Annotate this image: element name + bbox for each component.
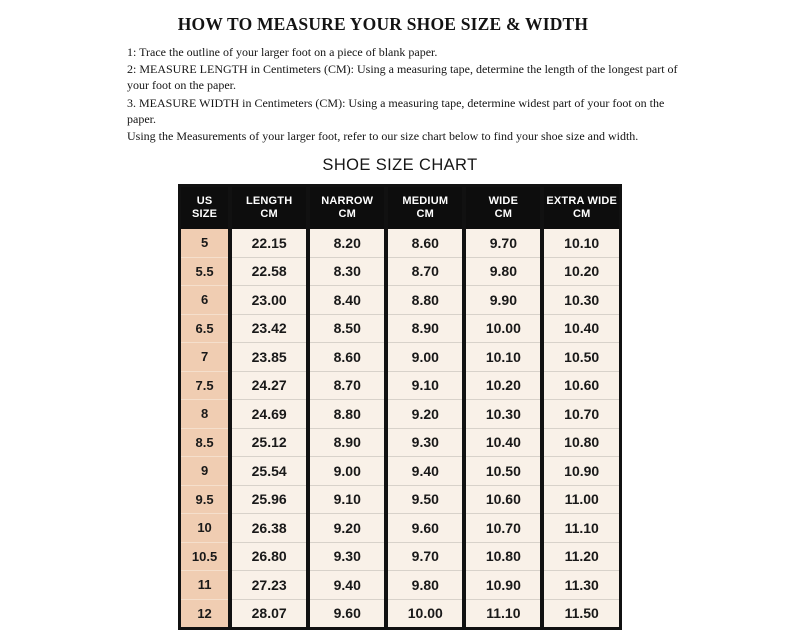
measurement-cell: 23.00	[230, 286, 308, 315]
measurement-cell: 24.27	[230, 371, 308, 400]
measurement-cell: 23.85	[230, 343, 308, 372]
size-chart-table-wrap	[178, 184, 622, 630]
measurement-cell: 10.90	[464, 571, 542, 600]
measurement-cell: 10.50	[464, 457, 542, 486]
instruction-step-2: 2: MEASURE LENGTH in Centimeters (CM): Using a measuring tape, determine the length of the longest part of your foot on the paper.	[127, 62, 678, 93]
measurement-cell: 8.90	[386, 314, 464, 343]
measurement-cell: 8.90	[308, 428, 386, 457]
column-header-label: MEDIUM	[402, 195, 449, 208]
size-row-9.5	[180, 485, 621, 514]
measurement-cell: 26.38	[230, 514, 308, 543]
column-header-label: US	[196, 195, 213, 208]
size-row-6.5	[180, 314, 621, 343]
measurement-cell: 10.20	[464, 371, 542, 400]
measurement-cell: 25.54	[230, 457, 308, 486]
measurement-cell: 8.50	[308, 314, 386, 343]
us-size-cell: 6	[180, 286, 231, 315]
measurement-cell: 10.30	[464, 400, 542, 429]
measurement-cell: 22.15	[230, 229, 308, 257]
column-header-length-cm	[230, 186, 308, 230]
measurement-cell: 10.40	[464, 428, 542, 457]
size-chart-table	[178, 184, 622, 630]
size-row-5.5	[180, 257, 621, 286]
column-header-label: LENGTH	[245, 195, 293, 208]
measurement-cell: 8.60	[386, 229, 464, 257]
measurement-cell: 10.00	[386, 599, 464, 629]
document-page	[0, 14, 800, 622]
us-size-cell: 10	[180, 514, 231, 543]
us-size-cell: 8	[180, 400, 231, 429]
us-size-cell: 11	[180, 571, 231, 600]
table-body	[180, 229, 621, 629]
measurement-cell: 10.60	[542, 371, 620, 400]
measurement-cell: 11.30	[542, 571, 620, 600]
column-header-wide-cm	[464, 186, 542, 230]
size-row-11	[180, 571, 621, 600]
measurement-cell: 25.12	[230, 428, 308, 457]
measurement-cell: 8.40	[308, 286, 386, 315]
measurement-cell: 25.96	[230, 485, 308, 514]
measurement-cell: 8.80	[386, 286, 464, 315]
measurement-cell: 22.58	[230, 257, 308, 286]
measurement-cell: 8.60	[308, 343, 386, 372]
instructions-block	[127, 44, 687, 144]
measurement-cell: 9.30	[308, 542, 386, 571]
measurement-cell: 10.20	[542, 257, 620, 286]
instruction-step-1: 1: Trace the outline of your larger foot on a piece of blank paper.	[127, 45, 438, 59]
column-header-extra-wide-cm	[542, 186, 620, 230]
measurement-cell: 9.80	[386, 571, 464, 600]
measurement-cell: 8.80	[308, 400, 386, 429]
measurement-cell: 9.20	[386, 400, 464, 429]
size-row-6	[180, 286, 621, 315]
measurement-cell: 11.00	[542, 485, 620, 514]
measurement-cell: 9.80	[464, 257, 542, 286]
column-header-label: NARROW	[321, 195, 374, 208]
us-size-cell: 8.5	[180, 428, 231, 457]
measurement-cell: 10.10	[464, 343, 542, 372]
measurement-cell: 10.90	[542, 457, 620, 486]
measurement-cell: 10.80	[464, 542, 542, 571]
column-header-unit: CM	[572, 208, 591, 221]
size-row-5	[180, 229, 621, 257]
measurement-cell: 9.30	[386, 428, 464, 457]
us-size-cell: 9.5	[180, 485, 231, 514]
measurement-cell: 27.23	[230, 571, 308, 600]
instruction-summary: Using the Measurements of your larger foot, refer to our size chart below to find your shoe size and width.	[127, 129, 639, 144]
column-header-label: WIDE	[488, 195, 519, 208]
measurement-cell: 10.30	[542, 286, 620, 315]
measurement-cell: 9.70	[386, 542, 464, 571]
measurement-cell: 10.50	[542, 343, 620, 372]
instruction-step-3: 3. MEASURE WIDTH in Centimeters (CM): Using a measuring tape, determine widest part of your foot on the paper.	[127, 95, 665, 126]
us-size-cell: 6.5	[180, 314, 231, 343]
column-header-unit: CM	[260, 208, 278, 221]
column-header-unit: SIZE	[191, 208, 218, 221]
column-header-unit: CM	[416, 208, 435, 221]
measurement-cell: 9.20	[308, 514, 386, 543]
measurement-cell: 11.10	[542, 514, 620, 543]
measurement-cell: 9.70	[464, 229, 542, 257]
measurement-cell: 9.60	[386, 514, 464, 543]
measurement-cell: 28.07	[230, 599, 308, 629]
measurement-cell: 11.20	[542, 542, 620, 571]
column-header-unit: CM	[338, 208, 356, 221]
us-size-cell: 7.5	[180, 371, 231, 400]
us-size-cell: 12	[180, 599, 231, 629]
size-row-9	[180, 457, 621, 486]
measurement-cell: 9.60	[308, 599, 386, 629]
column-header-label: EXTRA WIDE	[546, 195, 618, 208]
measurement-cell: 10.10	[542, 229, 620, 257]
size-row-10	[180, 514, 621, 543]
measurement-cell: 9.00	[386, 343, 464, 372]
size-row-8	[180, 400, 621, 429]
measurement-cell: 8.20	[308, 229, 386, 257]
page-title: HOW TO MEASURE YOUR SHOE SIZE & WIDTH	[177, 14, 589, 34]
measurement-cell: 10.70	[542, 400, 620, 429]
measurement-cell: 8.70	[308, 371, 386, 400]
column-header-us-size	[180, 186, 231, 230]
us-size-cell: 5	[180, 229, 231, 257]
measurement-cell: 8.70	[386, 257, 464, 286]
table-header	[180, 186, 621, 230]
measurement-cell: 9.10	[386, 371, 464, 400]
measurement-cell: 10.40	[542, 314, 620, 343]
header-row	[180, 186, 621, 230]
measurement-cell: 10.80	[542, 428, 620, 457]
measurement-cell: 9.40	[308, 571, 386, 600]
size-row-7	[180, 343, 621, 372]
measurement-cell: 9.90	[464, 286, 542, 315]
column-header-narrow-cm	[308, 186, 386, 230]
us-size-cell: 7	[180, 343, 231, 372]
column-header-unit: CM	[494, 208, 513, 221]
us-size-cell: 10.5	[180, 542, 231, 571]
measurement-cell: 9.10	[308, 485, 386, 514]
measurement-cell: 10.00	[464, 314, 542, 343]
measurement-cell: 9.50	[386, 485, 464, 514]
size-row-10.5	[180, 542, 621, 571]
measurement-cell: 11.50	[542, 599, 620, 629]
measurement-cell: 23.42	[230, 314, 308, 343]
size-row-7.5	[180, 371, 621, 400]
measurement-cell: 11.10	[464, 599, 542, 629]
size-row-8.5	[180, 428, 621, 457]
column-header-medium-cm	[386, 186, 464, 230]
measurement-cell: 10.60	[464, 485, 542, 514]
us-size-cell: 9	[180, 457, 231, 486]
measurement-cell: 26.80	[230, 542, 308, 571]
measurement-cell: 8.30	[308, 257, 386, 286]
measurement-cell: 10.70	[464, 514, 542, 543]
measurement-cell: 9.40	[386, 457, 464, 486]
size-chart-heading: SHOE SIZE CHART	[322, 156, 478, 175]
measurement-cell: 24.69	[230, 400, 308, 429]
size-row-12	[180, 599, 621, 629]
us-size-cell: 5.5	[180, 257, 231, 286]
measurement-cell: 9.00	[308, 457, 386, 486]
